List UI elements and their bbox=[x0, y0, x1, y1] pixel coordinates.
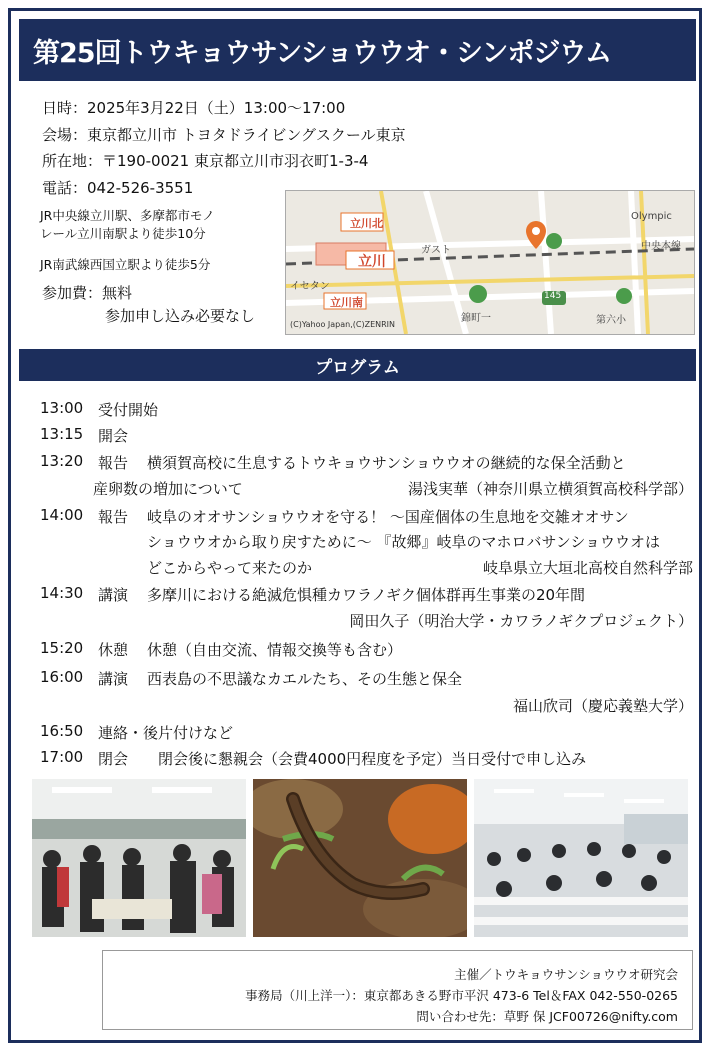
footer-box bbox=[102, 950, 693, 1030]
program-speaker: 岡田久子（明治大学・カワラノギクプロジェクト） bbox=[349, 612, 693, 630]
program-kind: 閉会 bbox=[98, 750, 129, 768]
program-text: 閉会後に懇親会（会費4000円程度を予定）当日受付で申し込み bbox=[158, 750, 587, 768]
map-label-kinoichi: 錦町一 bbox=[461, 313, 491, 324]
map-route-number: 145 bbox=[544, 291, 562, 301]
access-note-1 bbox=[40, 207, 215, 243]
program-time: 15:20 bbox=[40, 639, 84, 657]
program-kind: 講演 bbox=[98, 670, 129, 688]
access-note-1-line1: JR中央線立川駅、多摩都市モノ bbox=[40, 208, 215, 223]
map-label-chuo: 中央本線 bbox=[641, 241, 681, 252]
program-time: 13:00 bbox=[40, 399, 84, 417]
event-phone: 電話：042-526-3551 bbox=[42, 179, 194, 197]
program-time: 16:00 bbox=[40, 668, 84, 686]
event-address: 所在地：〒190-0021 東京都立川市羽衣町1-3-4 bbox=[42, 152, 369, 170]
map-copyright: (C)Yahoo Japan,(C)ZENRIN bbox=[290, 320, 396, 329]
program-text: 西表島の不思議なカエルたち、その生態と保全 bbox=[147, 670, 463, 688]
event-registration: 参加申し込み必要なし bbox=[105, 307, 256, 325]
map-label-gust: ガスト bbox=[421, 245, 451, 256]
map-label-isetan: イセタン bbox=[290, 281, 330, 292]
map-label-olympic: Olympic bbox=[631, 211, 672, 222]
program-speaker: 湯浅実華（神奈川県立横須賀高校科学部） bbox=[407, 480, 693, 498]
program-text: 休憩（自由交流、情報交換等も含む） bbox=[147, 641, 403, 659]
access-note-1-line2: レール立川南駅より徒歩10分 bbox=[40, 226, 206, 241]
access-note-2: JR南武線西国立駅より徒歩5分 bbox=[40, 257, 211, 272]
program-header: プログラム bbox=[19, 349, 696, 381]
program-kind: 報告 bbox=[98, 508, 129, 526]
venue-map[interactable] bbox=[285, 190, 695, 335]
program-text-cont: 産卵数の増加について bbox=[93, 480, 243, 498]
program-text: 多摩川における絶滅危惧種カワラノギク個体群再生事業の20年間 bbox=[147, 586, 586, 604]
program-text: 岐阜のオオサンショウウオを守る！ 〜国産個体の生息地を交雑オオサン bbox=[147, 508, 629, 526]
program-text: 受付開始 bbox=[98, 401, 159, 419]
program-kind: 休憩 bbox=[98, 641, 129, 659]
program-text: 連絡・後片付けなど bbox=[98, 724, 234, 742]
program-time: 17:00 bbox=[40, 748, 84, 766]
map-label-hagoromo: 第六小 bbox=[596, 315, 626, 326]
footer-contact: 問い合わせ先：草野 保 JCF00726@nifty.com bbox=[416, 1009, 678, 1024]
program-kind: 講演 bbox=[98, 586, 129, 604]
program-time: 13:20 bbox=[40, 452, 84, 470]
photo-salamander bbox=[253, 779, 467, 937]
map-station-main: 立川 bbox=[358, 254, 386, 270]
page-title: 第25回トウキョウサンショウウオ・シンポジウム bbox=[19, 19, 696, 81]
map-station-south: 立川南 bbox=[330, 296, 363, 309]
photo-reception bbox=[32, 779, 246, 937]
program-text: 開会 bbox=[98, 427, 129, 445]
photo-audience bbox=[474, 779, 688, 937]
program-speaker: 岐阜県立大垣北高校自然科学部 bbox=[482, 559, 693, 577]
program-speaker: 福山欣司（慶応義塾大学） bbox=[512, 697, 693, 715]
program-text-cont: どこからやって来たのか bbox=[147, 559, 313, 577]
program-text: 横須賀高校に生息するトウキョウサンショウウオの継続的な保全活動と bbox=[147, 454, 626, 472]
program-time: 14:00 bbox=[40, 506, 84, 524]
event-datetime: 日時：2025年3月22日（土）13:00〜17:00 bbox=[42, 99, 346, 117]
footer-office: 事務局（川上洋一）：東京都あきる野市平沢 473-6 Tel＆FAX 042-550-0265 bbox=[245, 988, 678, 1003]
program-time: 16:50 bbox=[40, 722, 84, 740]
footer-organizer: 主催／トウキョウサンショウウオ研究会 bbox=[454, 967, 678, 982]
event-fee: 参加費：無料 bbox=[42, 284, 133, 302]
map-station-north: 立川北 bbox=[350, 217, 383, 230]
program-time: 13:15 bbox=[40, 425, 84, 443]
program-time: 14:30 bbox=[40, 584, 84, 602]
program-kind: 報告 bbox=[98, 454, 129, 472]
program-text-cont: ショウウオから取り戻すために〜 『故郷』岐阜のマホロバサンショウウオは bbox=[147, 533, 661, 551]
event-venue: 会場：東京都立川市 トヨタドライビングスクール東京 bbox=[42, 126, 406, 144]
